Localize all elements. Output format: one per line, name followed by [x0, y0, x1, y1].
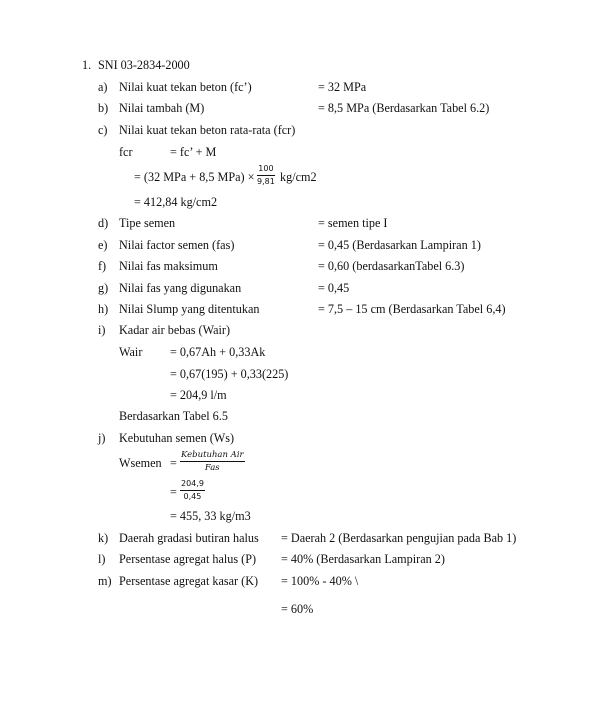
wair-symbol: Wair [119, 345, 143, 359]
item-label: Nilai fas yang digunakan [119, 281, 242, 295]
fraction-denominator: Fas [204, 463, 220, 473]
item-label: Kebutuhan semen (Ws) [119, 431, 235, 445]
item-label: Nilai Slump yang ditentukan [119, 302, 260, 316]
item-letter: m) [98, 574, 112, 588]
item-letter: h) [98, 302, 109, 316]
item-value: = 0,45 [318, 281, 350, 295]
item-value: = 100% - 40% \ [281, 574, 359, 588]
item-letter: i) [98, 323, 106, 337]
item-label: Persentase agregat halus (P) [119, 552, 257, 566]
fraction-denominator: 9,81 [257, 177, 275, 186]
item-letter: l) [98, 552, 106, 566]
item-letter: f) [98, 259, 107, 273]
wsemen-equals-2: = [170, 485, 177, 499]
wair-source: Berdasarkan Tabel 6.5 [119, 409, 228, 423]
item-label: Nilai kuat tekan beton (fc’) [119, 80, 252, 94]
wsemen-symbol: Wsemen [119, 456, 162, 470]
item-value: = 7,5 – 15 cm (Berdasarkan Tabel 6,4) [318, 302, 506, 316]
wair-formula: = 0,67Ah + 0,33Ak [170, 345, 266, 359]
fraction-numerator: 204,9 [180, 479, 205, 491]
item-value: = 32 MPa [318, 80, 367, 94]
item-value: = semen tipe I [318, 216, 388, 230]
item-label: Tipe semen [119, 216, 176, 230]
item-value: = 40% (Berdasarkan Lampiran 2) [281, 552, 445, 566]
item-letter: k) [98, 531, 109, 545]
item-letter: d) [98, 216, 109, 230]
item-value: = 0,45 (Berdasarkan Lampiran 1) [318, 238, 481, 252]
wsemen-equals: = [170, 456, 177, 470]
item-value: = Daerah 2 (Berdasarkan pengujian pada Bab 1) [281, 531, 517, 545]
kasar-result: = 60% [281, 602, 314, 616]
section-title: SNI 03-2834-2000 [98, 58, 190, 72]
fcr-formula: = fc’ + M [170, 145, 217, 159]
wair-substitution: = 0,67(195) + 0,33(225) [170, 367, 289, 381]
fcr-unit: kg/cm2 [280, 170, 317, 184]
item-value: = 0,60 (berdasarkanTabel 6.3) [318, 259, 465, 273]
item-letter: a) [98, 80, 108, 94]
section-number: 1. [82, 58, 92, 72]
wsemen-result: = 455, 33 kg/m3 [170, 509, 251, 523]
wsemen-value-fraction [180, 479, 205, 502]
item-label: Nilai factor semen (fas) [119, 238, 235, 252]
fcr-result: = 412,84 kg/cm2 [134, 195, 218, 209]
item-letter: c) [98, 123, 108, 137]
fraction-numerator: Kebutuhan Air [181, 450, 244, 460]
fcr-symbol: fcr [119, 145, 133, 159]
fraction-denominator: 0,45 [183, 492, 202, 501]
item-label: Nilai fas maksimum [119, 259, 218, 273]
item-value: = 8,5 MPa (Berdasarkan Tabel 6.2) [318, 101, 490, 115]
wsemen-fraction [180, 450, 245, 473]
fcr-substitution: = (32 MPa + 8,5 MPa) × [134, 170, 255, 184]
item-label: Kadar air bebas (Wair) [119, 323, 231, 337]
item-label: Daerah gradasi butiran halus [119, 531, 259, 545]
item-letter: j) [98, 431, 106, 445]
item-letter: g) [98, 281, 109, 295]
fraction-numerator: 100 [257, 164, 275, 176]
fcr-fraction [257, 164, 275, 187]
item-label: Nilai kuat tekan beton rata-rata (fcr) [119, 123, 296, 137]
wair-result: = 204,9 l/m [170, 388, 227, 402]
item-label: Nilai tambah (M) [119, 101, 205, 115]
item-letter: b) [98, 101, 109, 115]
item-label: Persentase agregat kasar (K) [119, 574, 259, 588]
item-letter: e) [98, 238, 108, 252]
